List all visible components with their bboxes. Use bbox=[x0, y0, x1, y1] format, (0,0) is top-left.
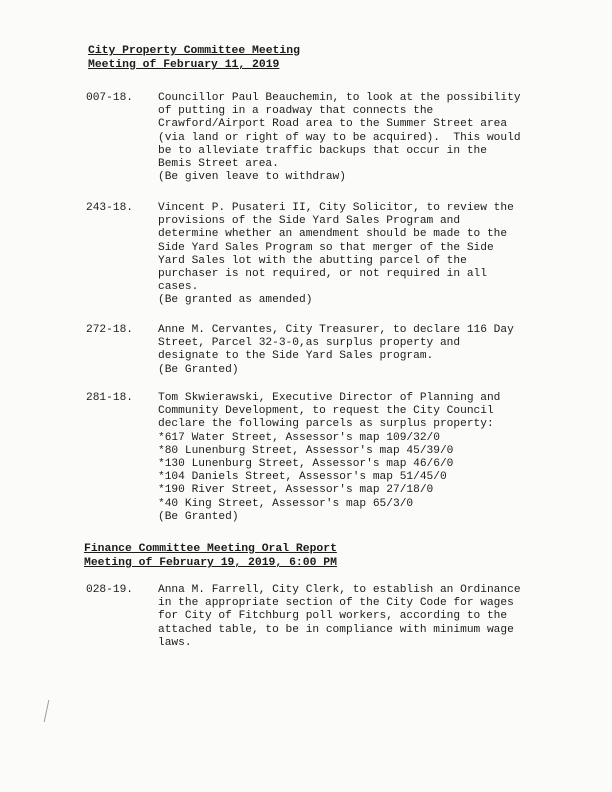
item-action: (Be granted as amended) bbox=[158, 294, 313, 307]
item-line: declare the following parcels as surplus property: bbox=[158, 418, 494, 431]
item-line: cases. bbox=[158, 281, 199, 294]
section-subtitle: Meeting of February 11, 2019 bbox=[88, 59, 280, 71]
item-line: *130 Lunenburg Street, Assessor's map 46/6/0 bbox=[158, 458, 454, 471]
section-header-finance bbox=[84, 542, 337, 570]
section-title: Finance Committee Meeting Oral Report bbox=[84, 543, 337, 555]
section-header-city-property bbox=[88, 44, 300, 72]
item-number: 272-18. bbox=[86, 324, 133, 336]
item-text bbox=[158, 324, 558, 377]
item-text bbox=[158, 92, 558, 184]
item-number: 028-19. bbox=[86, 584, 133, 596]
item-line: Side Yard Sales Program so that merger of the Side bbox=[158, 241, 494, 254]
item-line: laws. bbox=[158, 636, 192, 649]
item-text bbox=[158, 584, 558, 650]
item-line: *104 Daniels Street, Assessor's map 51/45/0 bbox=[158, 471, 447, 484]
item-line: Crawford/Airport Road area to the Summer Street area bbox=[158, 118, 508, 131]
item-line: for City of Fitchburg poll workers, according to the bbox=[158, 610, 508, 623]
item-line: purchaser is not required, or not required in all bbox=[158, 268, 487, 281]
item-line: of putting in a roadway that connects the bbox=[158, 105, 434, 118]
item-line: *80 Lunenburg Street, Assessor's map 45/39/0 bbox=[158, 444, 454, 457]
item-line: Anne M. Cervantes, City Treasurer, to declare 116 Day bbox=[158, 324, 514, 336]
item-line: *40 King Street, Assessor's map 65/3/0 bbox=[158, 497, 414, 510]
stray-pen-mark bbox=[44, 700, 56, 722]
item-line: Street, Parcel 32-3-0,as surplus property and bbox=[158, 337, 461, 350]
section-title: City Property Committee Meeting bbox=[88, 45, 300, 57]
item-action: (Be Granted) bbox=[158, 510, 239, 523]
item-line: determine whether an amendment should be made to the bbox=[158, 228, 508, 241]
item-line: Tom Skwierawski, Executive Director of Planning and bbox=[158, 392, 501, 404]
item-line: be to alleviate traffic backups that occur in the bbox=[158, 144, 487, 157]
item-line: Bemis Street area. bbox=[158, 158, 279, 171]
item-action: (Be given leave to withdraw) bbox=[158, 171, 346, 184]
item-line: *617 Water Street, Assessor's map 109/32/0 bbox=[158, 431, 440, 444]
item-text bbox=[158, 392, 558, 524]
item-number: 243-18. bbox=[86, 202, 133, 214]
item-action: (Be Granted) bbox=[158, 363, 239, 376]
item-line: Councillor Paul Beauchemin, to look at the possibility bbox=[158, 92, 521, 104]
item-text bbox=[158, 202, 558, 308]
item-line: Vincent P. Pusateri II, City Solicitor, to review the bbox=[158, 202, 514, 214]
item-line: (via land or right of way to be acquired). This would bbox=[158, 131, 521, 144]
item-line: provisions of the Side Yard Sales Program and bbox=[158, 215, 461, 228]
item-line: Yard Sales lot with the abutting parcel of the bbox=[158, 254, 467, 267]
item-line: designate to the Side Yard Sales program. bbox=[158, 350, 434, 363]
item-line: Anna M. Farrell, City Clerk, to establish an Ordinance bbox=[158, 584, 521, 596]
item-number: 007-18. bbox=[86, 92, 133, 104]
item-line: *190 River Street, Assessor's map 27/18/0 bbox=[158, 484, 434, 497]
item-line: attached table, to be in compliance with minimum wage bbox=[158, 623, 514, 636]
item-number: 281-18. bbox=[86, 392, 133, 404]
item-line: Community Development, to request the City Council bbox=[158, 405, 494, 418]
item-line: in the appropriate section of the City Code for wages bbox=[158, 597, 514, 610]
section-subtitle: Meeting of February 19, 2019, 6:00 PM bbox=[84, 557, 337, 569]
